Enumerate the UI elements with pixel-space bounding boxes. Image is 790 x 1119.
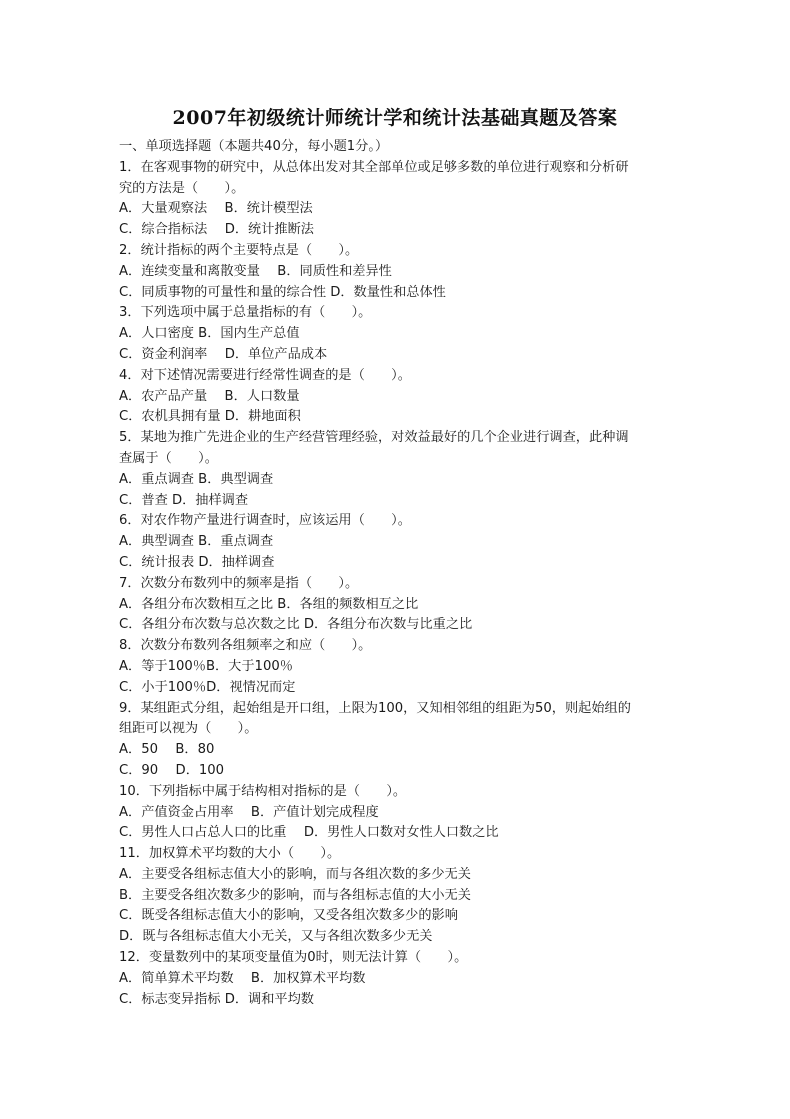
question-1-text-cont: 究的方法是（ ）。	[119, 180, 245, 196]
question-5-text: 5．某地为推广先进企业的生产经营管理经验，对效益最好的几个企业进行调查，此种调	[119, 430, 629, 446]
question-1-options-cd: C．综合指标法 D．统计推断法	[119, 222, 314, 238]
question-12-text: 12．变量数列中的某项变量值为0时，则无法计算（ ）。	[119, 950, 468, 966]
question-11-text: 11．加权算术平均数的大小（ ）。	[119, 846, 341, 862]
question-11-option-c: C．既受各组标志值大小的影响，又受各组次数多少的影响	[119, 908, 458, 924]
question-3-text: 3．下列选项中属于总量指标的有（ ）。	[119, 305, 372, 321]
section-heading: 一、单项选择题（本题共40分，每小题1分。）	[119, 139, 389, 154]
question-3-options-ab: A．人口密度 B．国内生产总值	[119, 326, 300, 342]
question-6-options-ab: A．典型调查 B．重点调查	[119, 534, 274, 550]
document-body	[119, 137, 679, 1010]
question-10-options-ab: A．产值资金占用率 B．产值计划完成程度	[119, 804, 379, 820]
question-7-text: 7．次数分布数列中的频率是指（ ）。	[119, 575, 359, 591]
question-7-options-ab: A．各组分布次数相互之比 B．各组的频数相互之比	[119, 596, 419, 612]
question-7-options-cd: C．各组分布次数与总次数之比 D．各组分布次数与比重之比	[119, 617, 473, 633]
question-5-text-cont: 查属于（ ）。	[119, 450, 218, 466]
question-9-text-cont: 组距可以视为（ ）。	[119, 721, 258, 737]
question-8-options-ab: A．等于100％B．大于100％	[119, 658, 293, 674]
question-5-options-cd: C．普查 D．抽样调查	[119, 492, 249, 508]
question-1-text: 1．在客观事物的研究中，从总体出发对其全部单位或足够多数的单位进行观察和分析研	[119, 159, 629, 175]
question-8-text: 8．次数分布数列各组频率之和应（ ）。	[119, 638, 372, 654]
question-8-options-cd: C．小于100％D．视情况而定	[119, 679, 296, 695]
question-3-options-cd: C．资金利润率 D．单位产品成本	[119, 346, 328, 362]
question-11-option-d: D．既与各组标志值大小无关，又与各组次数多少无关	[119, 929, 433, 945]
question-1-options-ab: A．大量观察法 B．统计模型法	[119, 201, 313, 217]
question-9-options-ab: A．50 B．80	[119, 742, 215, 758]
question-9-text: 9．某组距式分组，起始组是开口组，上限为100，又知相邻组的组距为50，则起始组的	[119, 700, 631, 716]
question-2-options-cd: C．同质事物的可量性和量的综合性 D．数量性和总体性	[119, 284, 446, 300]
question-11-option-a: A．主要受各组标志值大小的影响，而与各组次数的多少无关	[119, 866, 471, 882]
question-12-options-cd: C．标志变异指标 D．调和平均数	[119, 991, 314, 1007]
question-6-options-cd: C．统计报表 D．抽样调查	[119, 554, 275, 570]
question-11-option-b: B．主要受各组次数多少的影响，而与各组标志值的大小无关	[119, 887, 471, 903]
question-9-options-cd: C．90 D．100	[119, 762, 225, 778]
question-12-options-ab: A．简单算术平均数 B．加权算术平均数	[119, 970, 366, 986]
question-10-text: 10．下列指标中属于结构相对指标的是（ ）。	[119, 783, 407, 799]
question-2-text: 2．统计指标的两个主要特点是（ ）。	[119, 242, 359, 258]
question-4-options-ab: A．农产品产量 B．人口数量	[119, 388, 300, 404]
question-5-options-ab: A．重点调查 B．典型调查	[119, 471, 274, 487]
question-4-text: 4．对下述情况需要进行经常性调查的是（ ）。	[119, 367, 411, 383]
question-2-options-ab: A．连续变量和离散变量 B．同质性和差异性	[119, 263, 392, 279]
question-6-text: 6．对农作物产量进行调查时，应该运用（ ）。	[119, 513, 411, 529]
document-title: 2007年初级统计师统计学和统计法基础真题及答案	[172, 107, 618, 129]
question-10-options-cd: C．男性人口占总人口的比重 D．男性人口数对女性人口数之比	[119, 825, 499, 841]
question-4-options-cd: C．农机具拥有量 D．耕地面积	[119, 409, 301, 425]
